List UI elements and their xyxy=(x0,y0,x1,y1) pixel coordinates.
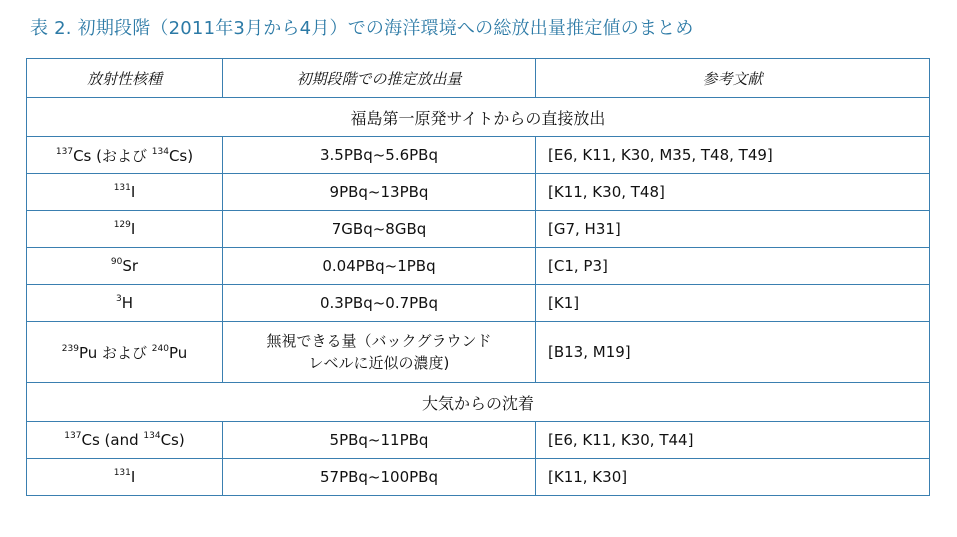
nuclide-cell: $^3$H xyxy=(27,285,223,322)
reference-cell: [K11, K30, T48] xyxy=(536,174,930,211)
nuclide-cell: $^{131}$I xyxy=(27,459,223,496)
table-row xyxy=(27,174,930,211)
amount-cell: 0.04PBq~1PBq xyxy=(223,248,536,285)
table-row xyxy=(27,459,930,496)
amount-cell: 57PBq~100PBq xyxy=(223,459,536,496)
amount-cell: 3.5PBq~5.6PBq xyxy=(223,137,536,174)
table-row xyxy=(27,422,930,459)
amount-cell: 0.3PBq~0.7PBq xyxy=(223,285,536,322)
section-row xyxy=(27,98,930,137)
header-amount: 初期段階での推定放出量 xyxy=(223,59,536,98)
reference-cell: [E6, K11, K30, T44] xyxy=(536,422,930,459)
amount-cell: 7GBq~8GBq xyxy=(223,211,536,248)
nuclide-cell: $^{129}$I xyxy=(27,211,223,248)
section-label: 大気からの沈着 xyxy=(27,383,930,422)
reference-cell: [K1] xyxy=(536,285,930,322)
table-row xyxy=(27,137,930,174)
reference-cell: [C1, P3] xyxy=(536,248,930,285)
nuclide-cell: $^{137}$Cs (and $^{134}$Cs) xyxy=(27,422,223,459)
header-row xyxy=(27,59,930,98)
nuclide-cell: $^{239}$Pu および $^{240}$Pu xyxy=(27,322,223,383)
table-row xyxy=(27,285,930,322)
table-row xyxy=(27,322,930,383)
amount-cell xyxy=(223,322,536,383)
table-row xyxy=(27,211,930,248)
header-nuclide: 放射性核種 xyxy=(27,59,223,98)
nuclide-cell: $^{131}$I xyxy=(27,174,223,211)
amount-line-2: レベルに近似の濃度) xyxy=(308,354,450,372)
amount-cell: 9PBq~13PBq xyxy=(223,174,536,211)
reference-cell: [E6, K11, K30, M35, T48, T49] xyxy=(536,137,930,174)
nuclide-cell: $^{137}$Cs (および $^{134}$Cs) xyxy=(27,137,223,174)
header-reference: 参考文献 xyxy=(536,59,930,98)
reference-cell: [G7, H31] xyxy=(536,211,930,248)
table-row xyxy=(27,248,930,285)
reference-cell: [K11, K30] xyxy=(536,459,930,496)
amount-line-1: 無視できる量（バックグラウンド xyxy=(266,332,492,350)
section-row xyxy=(27,383,930,422)
table-caption: 表 2. 初期段階（2011年3月から4月）での海洋環境への総放出量推定値のまとめ xyxy=(30,18,694,39)
emission-table xyxy=(26,58,930,496)
reference-cell: [B13, M19] xyxy=(536,322,930,383)
amount-cell: 5PBq~11PBq xyxy=(223,422,536,459)
section-label: 福島第一原発サイトからの直接放出 xyxy=(27,98,930,137)
nuclide-cell: $^{90}$Sr xyxy=(27,248,223,285)
